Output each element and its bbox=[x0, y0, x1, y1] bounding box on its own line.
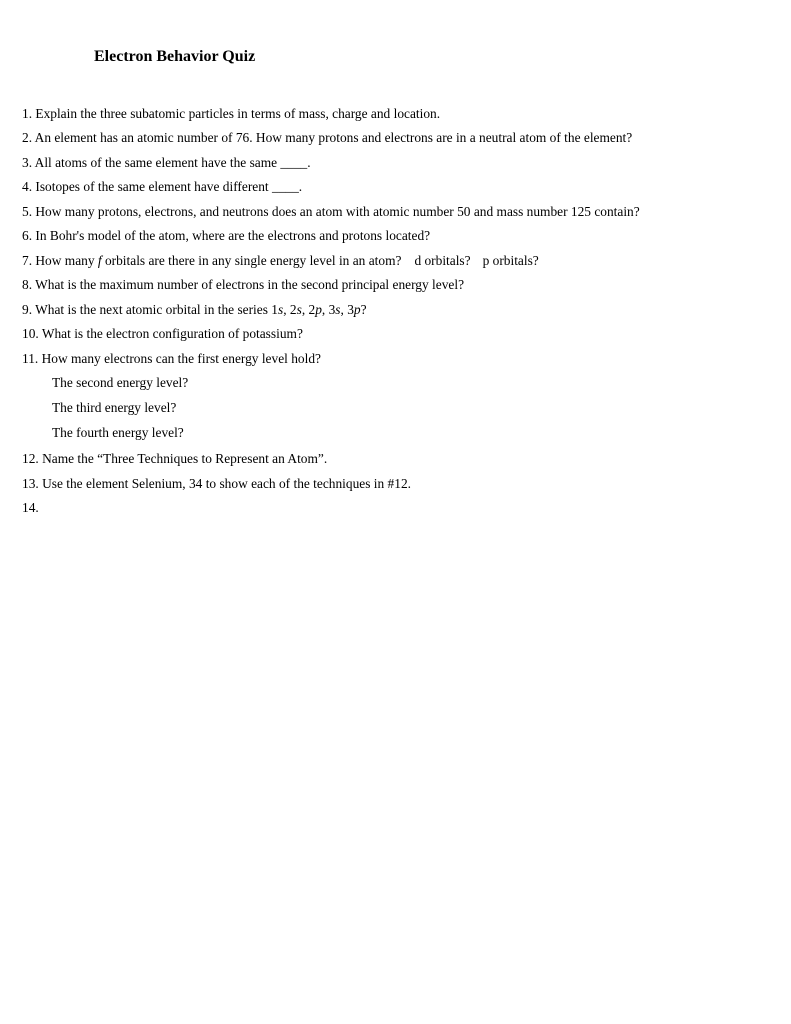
question-11-fourth: The fourth energy level? bbox=[52, 425, 184, 440]
question-12: 12. Name the “Three Techniques to Represent an Atom”. bbox=[22, 451, 328, 466]
question-10: 10. What is the electron configuration of potassium? bbox=[22, 326, 303, 341]
question-9-c4: , 3 bbox=[340, 302, 354, 317]
question-7-p: p orbitals? bbox=[482, 253, 539, 268]
question-9-c2: , 2 bbox=[301, 302, 316, 317]
question-9-end: ? bbox=[360, 302, 367, 317]
question-9-s3: s bbox=[335, 302, 341, 317]
question-5: 5. How many protons, electrons, and neutrons does an atom with atomic number 50 and mass number 125 contain? bbox=[22, 204, 640, 219]
question-7-f: f bbox=[97, 253, 102, 268]
question-3: 3. All atoms of the same element have the same ____. bbox=[22, 155, 311, 170]
question-9-s2: s bbox=[296, 302, 302, 317]
question-9-p2: p bbox=[353, 302, 361, 317]
question-9-p1: p bbox=[315, 302, 322, 317]
question-7-prefix: 7. How many bbox=[22, 253, 98, 268]
question-1: 1. Explain the three subatomic particles in terms of mass, charge and location. bbox=[22, 106, 441, 121]
question-9-s1: s bbox=[277, 302, 284, 317]
quiz-title: Electron Behavior Quiz bbox=[94, 48, 256, 65]
question-9 bbox=[22, 301, 367, 318]
question-9-c1: , 2 bbox=[283, 302, 297, 317]
question-13: 13. Use the element Selenium, 34 to show each of the techniques in #12. bbox=[22, 476, 411, 491]
question-7-middle: orbitals are there in any single energy level in an atom? bbox=[101, 253, 402, 268]
question-11: 11. How many electrons can the first energy level hold? bbox=[22, 351, 321, 366]
question-9-c3: , 3 bbox=[321, 302, 336, 317]
question-11-third: The third energy level? bbox=[52, 400, 177, 415]
question-2: 2. An element has an atomic number of 76. How many protons and electrons are in a neutral atom of the element? bbox=[22, 130, 633, 145]
question-4: 4. Isotopes of the same element have different ____. bbox=[22, 179, 303, 194]
question-7-d: d orbitals? bbox=[414, 253, 471, 268]
question-8: 8. What is the maximum number of electrons in the second principal energy level? bbox=[22, 277, 465, 292]
question-7 bbox=[22, 252, 539, 269]
question-6: 6. In Bohr's model of the atom, where are the electrons and protons located? bbox=[22, 228, 431, 243]
question-14: 14. bbox=[22, 500, 39, 515]
question-9-prefix: 9. What is the next atomic orbital in the series 1 bbox=[22, 302, 278, 317]
question-11-second: The second energy level? bbox=[52, 375, 189, 390]
